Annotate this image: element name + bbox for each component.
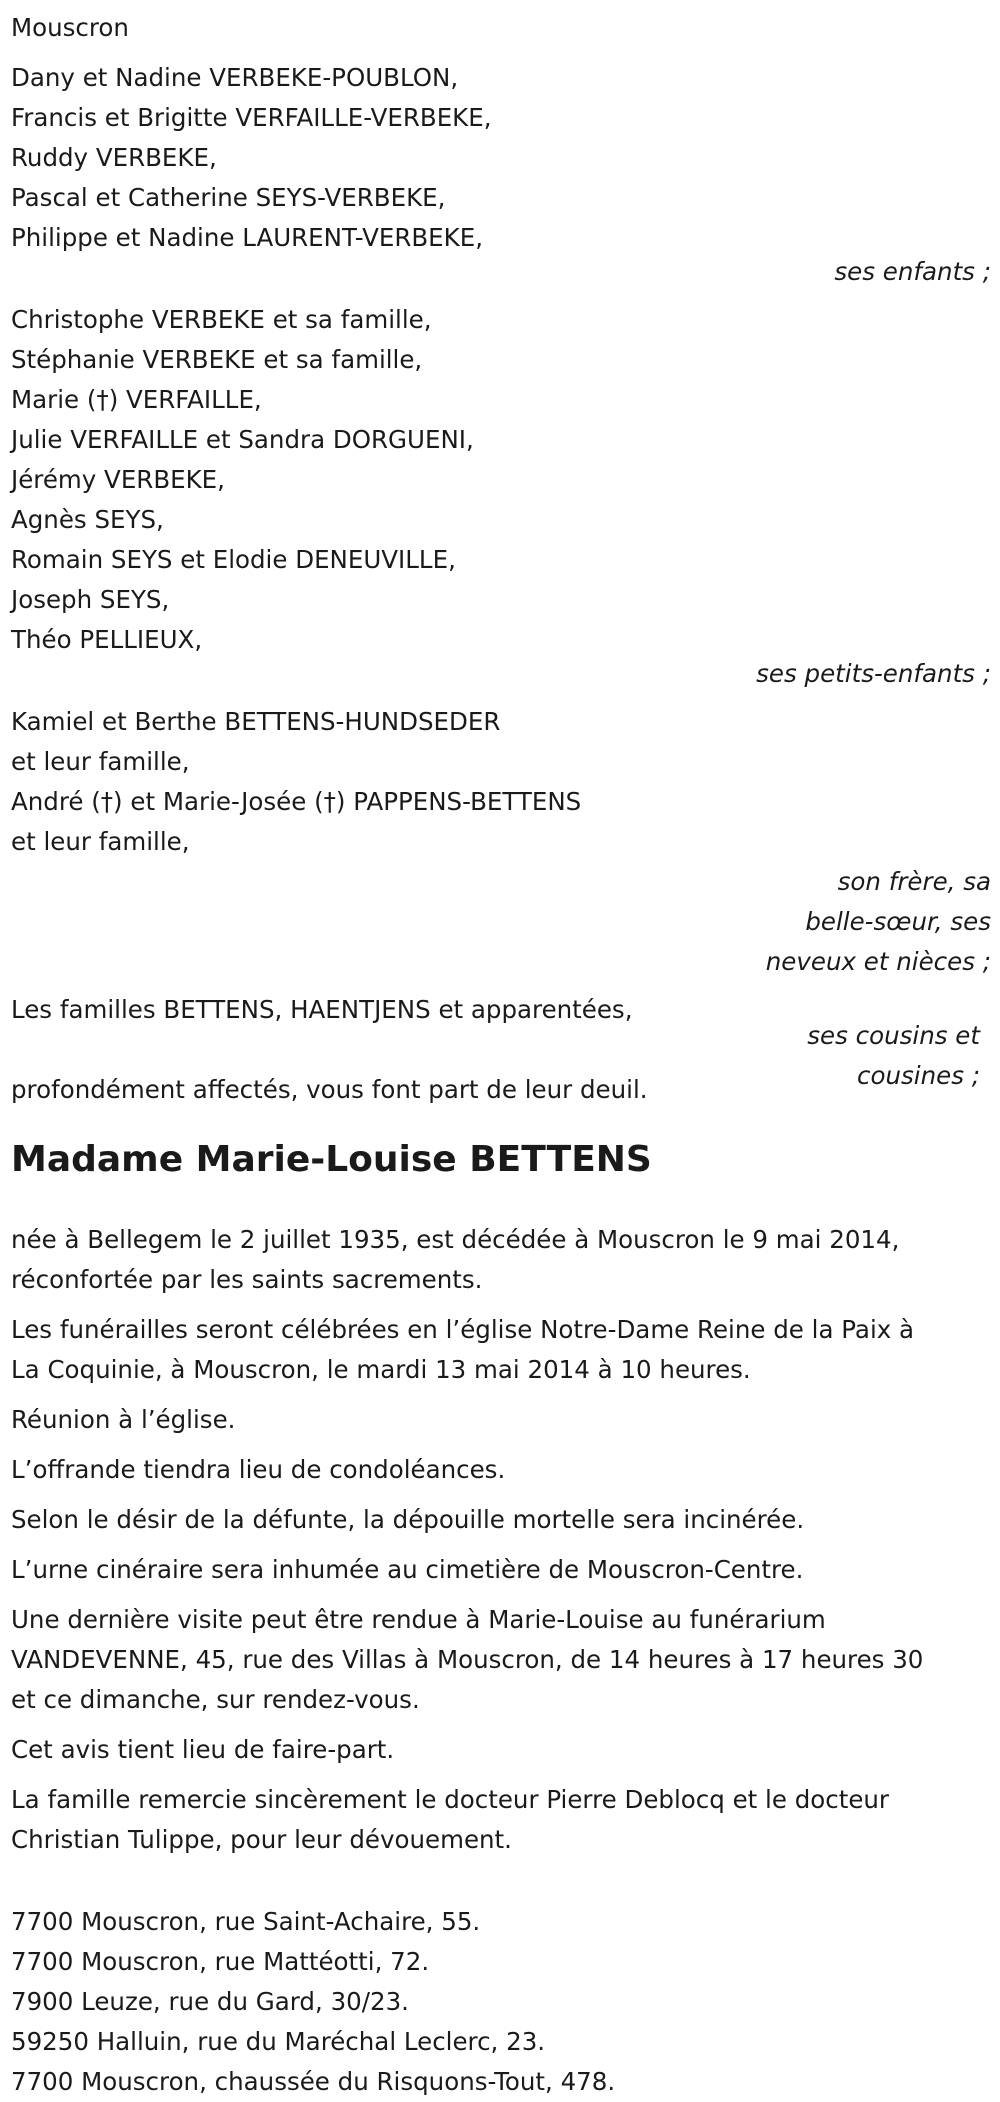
child-name: Philippe et Nadine LAURENT-VERBEKE, xyxy=(11,223,483,252)
paragraph-offering xyxy=(11,1450,990,1490)
relation-cousins-line: cousines ; xyxy=(857,1061,980,1090)
deceased-name: Madame Marie-Louise BETTENS xyxy=(11,1139,652,1180)
grandchild-name: Romain SEYS et Elodie DENEUVILLE, xyxy=(11,545,456,574)
grandchild-name: Christophe VERBEKE et sa famille, xyxy=(11,305,432,334)
address-line: 59250 Halluin, rue du Maréchal Leclerc, 23. xyxy=(11,2027,546,2056)
paragraph-visit xyxy=(11,1600,990,1720)
cousins-families: Les familles BETTENS, HAENTJENS et apparentées, xyxy=(11,995,633,1024)
paragraph-line: Selon le désir de la défunte, la dépouille mortelle sera incinérée. xyxy=(11,1505,805,1534)
address-list xyxy=(11,1902,990,2102)
child-name: Francis et Brigitte VERFAILLE-VERBEKE, xyxy=(11,103,492,132)
child-name: Pascal et Catherine SEYS-VERBEKE, xyxy=(11,183,446,212)
sibling-name: André (†) et Marie-Josée (†) PAPPENS-BETTENS xyxy=(11,787,582,816)
paragraph-cremation xyxy=(11,1500,990,1540)
cousins-text xyxy=(11,990,771,1110)
paragraph-funeral xyxy=(11,1310,990,1390)
sibling-name: Kamiel et Berthe BETTENS-HUNDSEDER xyxy=(11,707,501,736)
closing-line: profondément affectés, vous font part de leur deuil. xyxy=(11,1075,648,1104)
address-line: 7900 Leuze, rue du Gard, 30/23. xyxy=(11,1987,409,2016)
paragraph-thanks xyxy=(11,1780,990,1860)
paragraph-line: VANDEVENNE, 45, rue des Villas à Mouscron, de 14 heures à 17 heures 30 xyxy=(11,1645,924,1674)
grandchildren-group xyxy=(11,300,990,694)
paragraph-meeting xyxy=(11,1400,990,1440)
paragraph-line: L’offrande tiendra lieu de condoléances. xyxy=(11,1455,506,1484)
grandchild-name: Théo PELLIEUX, xyxy=(11,625,203,654)
paragraph-urn xyxy=(11,1550,990,1590)
paragraph-line: Les funérailles seront célébrées en l’église Notre-Dame Reine de la Paix à xyxy=(11,1315,915,1344)
relation-cousins-line: ses cousins et xyxy=(807,1021,980,1050)
relation-siblings-line: neveux et nièces ; xyxy=(765,947,991,976)
grandchild-name: Julie VERFAILLE et Sandra DORGUENI, xyxy=(11,425,474,454)
address-line: 7700 Mouscron, rue Saint-Achaire, 55. xyxy=(11,1907,481,1936)
paragraph-line: réconfortée par les saints sacrements. xyxy=(11,1265,483,1294)
paragraph-line: Christian Tulippe, pour leur dévouement. xyxy=(11,1825,512,1854)
relation-siblings-line: belle-sœur, ses xyxy=(805,907,991,936)
paragraph-birth-death xyxy=(11,1220,990,1300)
relation-cousins xyxy=(807,1016,980,1096)
location: Mouscron xyxy=(11,13,129,42)
grandchild-name: Marie (†) VERFAILLE, xyxy=(11,385,262,414)
address-line: 7700 Mouscron, rue Mattéotti, 72. xyxy=(11,1947,430,1976)
relation-grandchildren: ses petits-enfants ; xyxy=(756,659,991,688)
sibling-name: et leur famille, xyxy=(11,747,190,776)
sibling-name: et leur famille, xyxy=(11,827,190,856)
paragraph-line: La Coquinie, à Mouscron, le mardi 13 mai 2014 à 10 heures. xyxy=(11,1355,751,1384)
grandchild-name: Stéphanie VERBEKE et sa famille, xyxy=(11,345,423,374)
paragraph-line: Une dernière visite peut être rendue à Marie-Louise au funérarium xyxy=(11,1605,826,1634)
paragraph-line: et ce dimanche, sur rendez-vous. xyxy=(11,1685,420,1714)
paragraph-line: L’urne cinéraire sera inhumée au cimetière de Mouscron-Centre. xyxy=(11,1555,804,1584)
grandchild-name: Agnès SEYS, xyxy=(11,505,164,534)
siblings-group xyxy=(11,702,990,982)
child-name: Ruddy VERBEKE, xyxy=(11,143,217,172)
paragraph-line: La famille remercie sincèrement le docteur Pierre Deblocq et le docteur xyxy=(11,1785,889,1814)
paragraph-line: Cet avis tient lieu de faire-part. xyxy=(11,1735,395,1764)
relation-siblings-line: son frère, sa xyxy=(837,867,991,896)
child-name: Dany et Nadine VERBEKE-POUBLON, xyxy=(11,63,459,92)
grandchild-name: Joseph SEYS, xyxy=(11,585,170,614)
paragraph-notice xyxy=(11,1730,990,1770)
cousins-group xyxy=(11,990,990,1102)
address-line: 7700 Mouscron, chaussée du Risquons-Tout, 478. xyxy=(11,2067,616,2096)
paragraph-line: née à Bellegem le 2 juillet 1935, est décédée à Mouscron le 9 mai 2014, xyxy=(11,1225,900,1254)
children-group xyxy=(11,58,990,292)
paragraph-line: Réunion à l’église. xyxy=(11,1405,236,1434)
relation-children: ses enfants ; xyxy=(834,257,991,286)
grandchild-name: Jérémy VERBEKE, xyxy=(11,465,225,494)
